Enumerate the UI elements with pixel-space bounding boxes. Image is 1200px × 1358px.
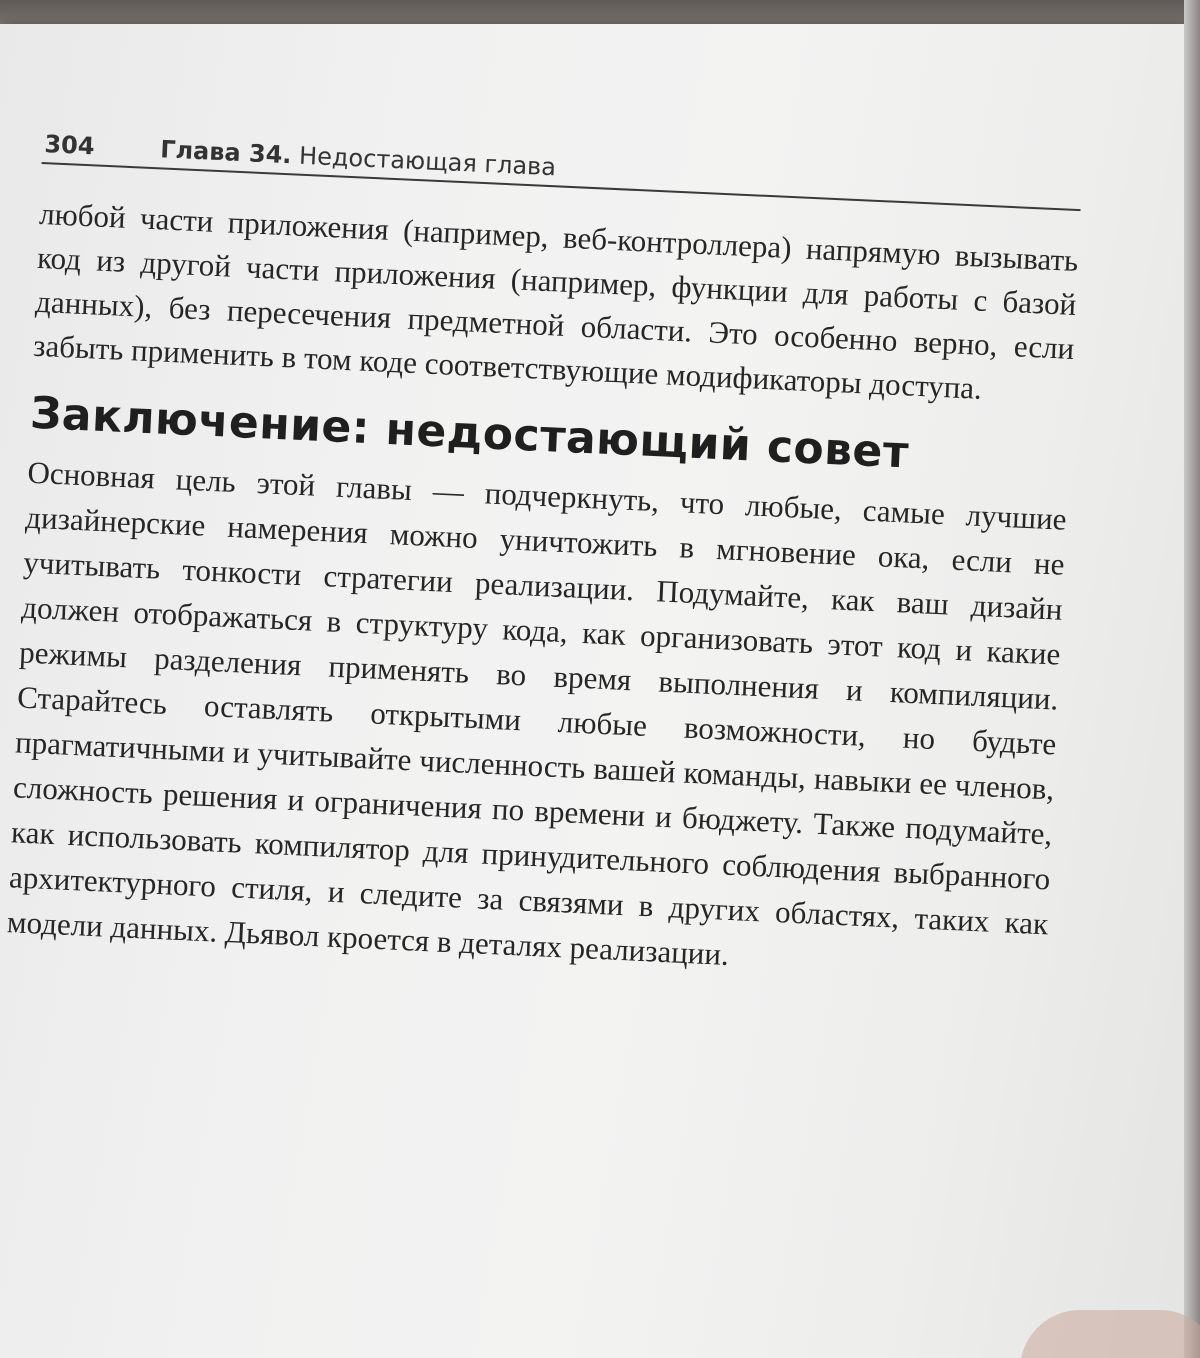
page-number: 304 bbox=[43, 130, 96, 161]
chapter-title bbox=[160, 135, 557, 181]
book-page bbox=[0, 24, 1186, 1358]
chapter-name: Недостающая глава bbox=[298, 141, 557, 182]
chapter-label: Глава 34. bbox=[159, 135, 293, 170]
running-head bbox=[42, 110, 1083, 211]
paragraph-top: любой части приложения (например, веб-контроллера) напрямую вызывать код из другой части приложения (например, функции для работы с базой данных), без пересечения предметной области. Это особенно верно, если забыть применить в том коде соответствующие модификаторы доступа. bbox=[32, 195, 1080, 406]
section-heading: Заключение: недостающий совет bbox=[29, 387, 911, 479]
page-content bbox=[6, 110, 1083, 991]
page-edge bbox=[1184, 0, 1200, 1358]
paragraph-main: Основная цель этой главы — подчеркнуть, что любые, самые лучшие дизайнерские намерения можно уничтожить в мгновение ока, если не учитывать тонкости стратегии реализации. Подумайте, как ваш дизайн должен отображаться в структуру кода, как организовать этот код и какие режимы разделения применять во время выполнения и компиляции. Старайтесь оставлять открытыми любые возможности, но будьте прагматичными и учитывайте численность вашей команды, навыки ее членов, сложность решения и ограничения по времени и бюджету. Также подумайте, как использовать компилятор для принудительного соблюдения выбранного архитектурного стиля, и следите за связями в других областях, таких как модели данных. Дьявол кроется в деталях реализации. bbox=[6, 454, 1068, 972]
